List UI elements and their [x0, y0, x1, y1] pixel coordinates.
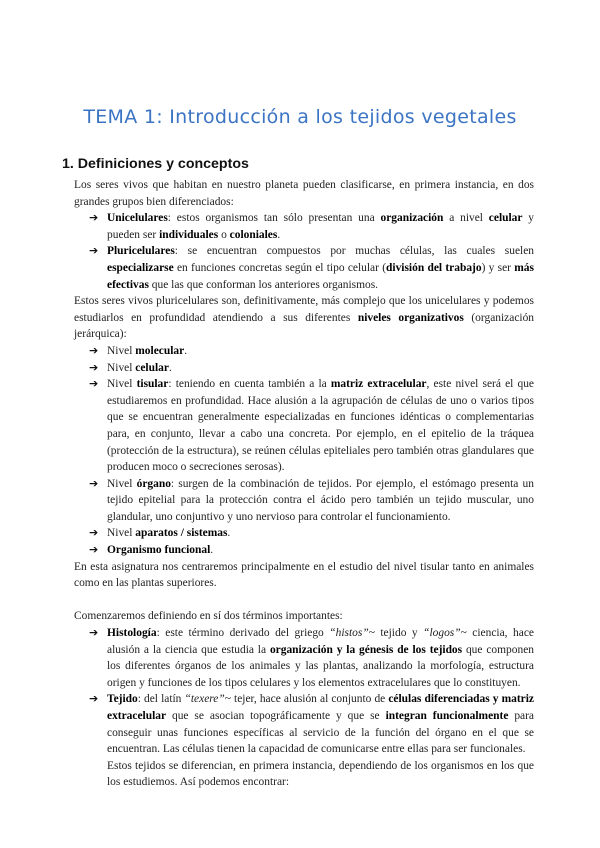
text-run: : este término derivado del griego [156, 627, 330, 640]
text-run: . [227, 527, 231, 540]
list-item-celular [74, 360, 534, 377]
text-run: ~ tejido y [368, 627, 424, 640]
section-body [74, 177, 534, 791]
paragraph-gap [74, 592, 534, 609]
text-run: : del latín [137, 693, 185, 706]
arrow-icon: ➔ [89, 360, 99, 374]
term-unicelulares: Unicelulares [107, 212, 168, 225]
text-run: : se encuentran compuestos por muchas células, las cuales suelen [174, 245, 534, 258]
arrow-icon: ➔ [89, 343, 99, 357]
text-run: . [184, 344, 188, 357]
bold-run: Histología [107, 627, 157, 640]
term-pluricelulares: Pluricelulares [107, 245, 175, 258]
list-item-unicelulares [74, 210, 534, 243]
arrow-icon: ➔ [89, 244, 99, 258]
text-run: y pueden ser [107, 212, 535, 241]
bold-run: Tejido [107, 693, 138, 706]
page-title: TEMA 1: Introducción a los tejidos vegetales [83, 106, 517, 128]
levels-list [74, 343, 534, 559]
bold-run: celular [135, 361, 169, 374]
bold-run: celular [488, 212, 523, 225]
text-run: que se asocian topográficamente y que se [166, 710, 386, 722]
list-item-pluricelulares [74, 243, 534, 293]
text-run: : teniendo en cuenta también a la [168, 378, 331, 391]
arrow-icon: ➔ [89, 526, 99, 540]
bold-run: niveles organizativos [357, 311, 464, 324]
list-item-organismo [74, 542, 534, 559]
bold-run: Organismo funcional [107, 544, 211, 557]
text-run: ~ ciencia, hace alusión a la ciencia que estudia la [107, 627, 534, 656]
list-item-histologia [74, 625, 534, 691]
section-heading [62, 156, 249, 172]
list-item-tejido [74, 691, 534, 791]
text-run: que componen los diferentes órganos de los animales y las plantas, analizando la morfología, estructura origen y funciones de los tipos celulares y los elementos extracelulares que lo constituyen. [107, 643, 534, 689]
bold-run: células diferenciadas y matriz extracelular [107, 693, 534, 722]
bold-run: especializarse [107, 261, 174, 274]
text-run: : surgen de la combinación de tejidos. Por ejemplo, el estómago presenta un tejido epitelial para la protección contra el ácido pero también un tejido muscular, uno glandular, uno conjuntivo y uno nervioso para controlar el funcionamiento. [107, 477, 534, 523]
section-title: Definiciones y conceptos [77, 156, 249, 172]
text-run: o [218, 228, 230, 241]
bold-run: más efectivas [107, 261, 534, 291]
text-run: . [277, 228, 281, 241]
arrow-icon: ➔ [89, 476, 99, 490]
text-run: (organización jerárquica): [74, 311, 535, 341]
arrow-icon: ➔ [89, 211, 99, 225]
text-run: a nivel [443, 212, 489, 225]
arrow-icon: ➔ [89, 626, 99, 640]
arrow-icon: ➔ [89, 692, 99, 706]
list-item-molecular [74, 343, 534, 360]
text-run: Nivel [107, 361, 136, 374]
intro-paragraph: Los seres vivos que habitan en nuestro planeta pueden clasificarse, en primera instancia, en dos grandes grupos bien diferenciados: [74, 179, 534, 208]
section-number: 1. [62, 156, 74, 172]
text-run: , este nivel será el que estudiaremos en profundidad. Hace alusión a la agrupación de células de uno o varios tipos que se encuentran generalmente especializadas en funciones idénticas o complementarias para, en conjunto, llevar a cabo una concreta. Por ejemplo, en el epitelio de la tráquea (protección de la estructura), se reúnen células epiteliales pero también otras glandulares que producen moco o secreciones serosas). [107, 378, 535, 474]
bold-run: integran funcionalmente [385, 710, 509, 722]
text-run: Nivel [107, 527, 136, 540]
conclusion-paragraph: En esta asignatura nos centraremos principalmente en el estudio del nivel tisular tanto en animales como en las plantas superiores. [74, 560, 534, 590]
arrow-icon: ➔ [89, 377, 99, 391]
levels-intro-paragraph [74, 293, 534, 343]
text-run: Nivel [107, 477, 137, 490]
text-run: para conseguir unas funciones específicas al servicio de la función del órgano en el que se encuentran. Las células tienen la capacidad de comunicarse entre ellas para ser funcionales. [107, 710, 535, 756]
bold-run: coloniales [229, 228, 278, 241]
arrow-icon: ➔ [89, 543, 99, 557]
italic-run: “texere” [184, 693, 225, 706]
bold-run: órgano [136, 477, 171, 490]
organism-groups-list [74, 210, 534, 293]
text-run: : estos organismos tan sólo presentan una [167, 212, 381, 225]
bold-run: organización y la génesis de los tejidos [269, 643, 463, 656]
text-run: que las que conforman los anteriores organismos. [148, 278, 379, 291]
text-run: . [210, 544, 214, 557]
list-item-aparatos [74, 525, 534, 542]
italic-run: “logos” [423, 627, 461, 640]
bold-run: individuales [159, 228, 219, 241]
text-run: Estos seres vivos pluricelulares son, definitivamente, más complejo que los unicelulares y podemos estudiarlos en profundidad atendiendo a sus diferentes [74, 295, 534, 324]
text-run: en funciones concretas según el tipo celular ( [173, 261, 387, 274]
terms-intro-paragraph: Comenzaremos definiendo en sí dos términos importantes: [74, 610, 343, 623]
terms-list [74, 625, 534, 791]
list-item-organo [74, 476, 534, 526]
bold-run: aparatos / sistemas [135, 527, 228, 540]
list-item-tisular [74, 376, 534, 476]
bold-run: molecular [135, 344, 185, 357]
text-run: ~ tejer, hace alusión al conjunto de [224, 693, 389, 706]
tejido-extra-paragraph: Estos tejidos se diferencian, en primera instancia, dependiendo de los organismos en los que los estudiemos. Así podemos encontrar: [107, 759, 534, 789]
text-run: Nivel [107, 378, 137, 391]
text-run: . [168, 361, 172, 374]
text-run: Nivel [107, 344, 136, 357]
text-run: ) y ser [481, 261, 515, 274]
bold-run: matriz extracelular [330, 378, 427, 391]
bold-run: tisular [136, 378, 169, 391]
italic-run: “histos” [329, 627, 369, 640]
bold-run: organización [380, 212, 444, 225]
bold-run: división del trabajo [386, 261, 482, 274]
